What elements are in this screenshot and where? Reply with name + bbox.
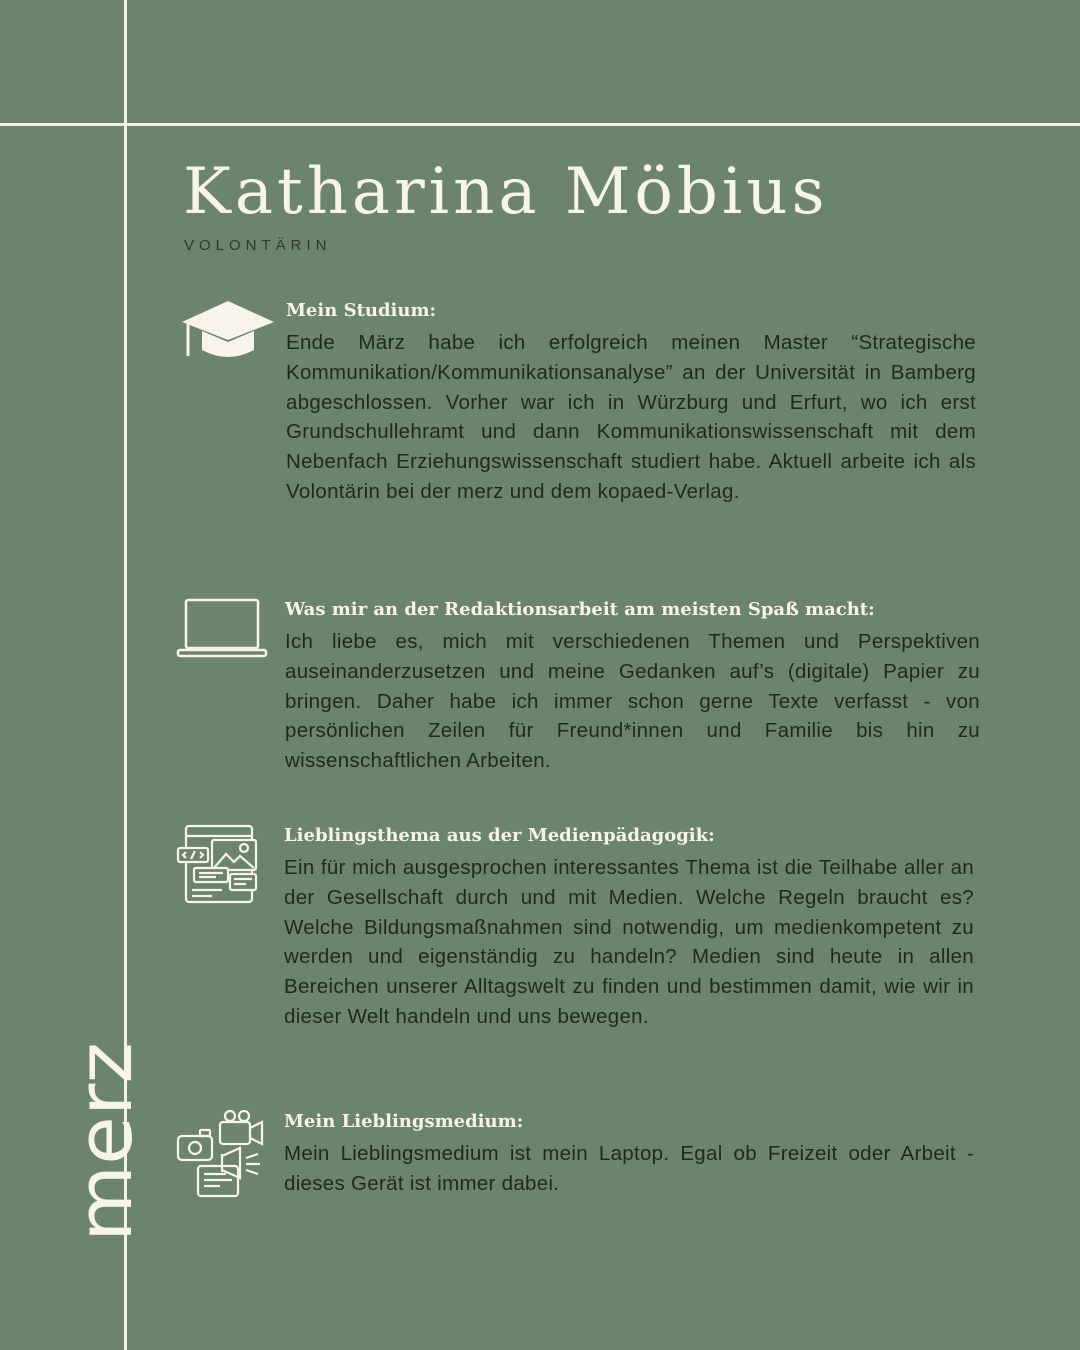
section-lieblingsthema xyxy=(284,823,974,1032)
role-subtitle: VOLONTÄRIN xyxy=(184,237,332,254)
section-lieblingsmedium xyxy=(284,1109,974,1199)
merz-logo-text: merz xyxy=(60,1050,149,1242)
section-text: Ende März habe ich erfolgreich meinen Master “Strategische Kommunikation/Kommunikationsanalyse” an der Universität in Bamberg abgeschlossen. Vorher war ich in Würzburg und Erfurt, wo ich erst Grundschullehramt und dann Kommunikationswissenschaft mit dem Nebenfach Erziehungswissenschaft studiert habe. Aktuell arbeite ich als Volontärin bei der merz und dem kopaed-Verlag. xyxy=(286,331,976,503)
page-title: Katharina Möbius xyxy=(183,155,829,229)
horizontal-divider-line xyxy=(0,123,1080,126)
laptop-icon xyxy=(176,598,268,660)
merz-logo xyxy=(28,1030,149,1250)
web-content-icon xyxy=(176,824,260,906)
section-text: Ein für mich ausgesprochen interessantes Thema ist die Teilhabe aller an der Gesellschaft durch und mit Medien. Welche Regeln braucht es? Welche Bildungsmaßnahmen sind notwendig, um medienkompetent zu werden und eigenständig zu handeln? Medien sind heute in allen Bereichen unserer Alltagswelt zu finden und bestimmen damit, wie wir in dieser Welt handeln und uns bewegen. xyxy=(284,856,974,1028)
media-devices-icon xyxy=(176,1108,268,1200)
section-heading: Was mir an der Redaktionsarbeit am meisten Spaß macht: xyxy=(285,599,875,620)
section-heading: Mein Studium: xyxy=(286,300,437,321)
section-text: Ich liebe es, mich mit verschiedenen Themen und Perspektiven auseinanderzusetzen und meine Gedanken auf’s (digitale) Papier zu bringen. Daher habe ich immer schon gerne Texte verfasst - von persönlichen Zeilen für Freund*innen und Familie bis hin zu wissenschaftlichen Arbeiten. xyxy=(285,630,980,773)
section-heading: Lieblingsthema aus der Medienpädagogik: xyxy=(284,825,715,846)
section-text: Mein Lieblingsmedium ist mein Laptop. Egal ob Freizeit oder Arbeit - dieses Gerät ist immer dabei. xyxy=(284,1142,974,1195)
graduation-cap-icon xyxy=(180,298,276,362)
section-redaktionsarbeit xyxy=(285,597,980,776)
section-heading: Mein Lieblingsmedium: xyxy=(284,1111,524,1132)
section-studium xyxy=(286,298,976,507)
